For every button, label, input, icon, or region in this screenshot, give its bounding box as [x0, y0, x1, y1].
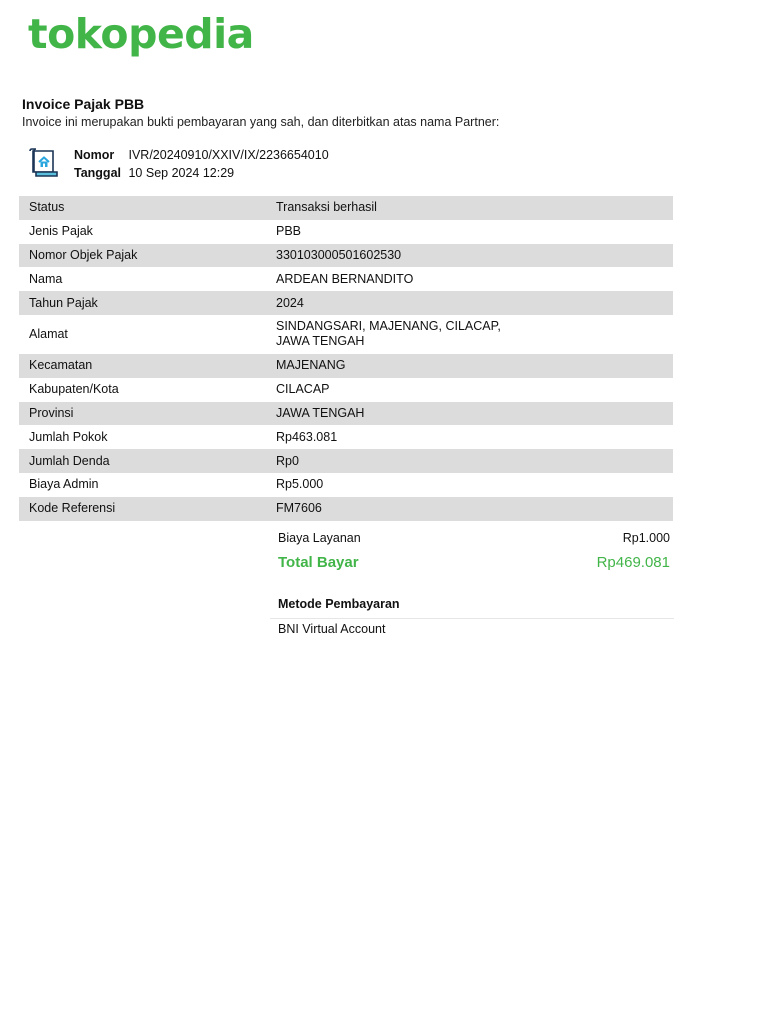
table-row	[19, 473, 673, 497]
payment-method-value: BNI Virtual Account	[278, 622, 386, 636]
row-label: Nama	[29, 271, 63, 286]
invoice-meta	[74, 146, 329, 182]
tanggal-label: Tanggal	[74, 166, 121, 180]
table-row	[19, 497, 673, 521]
row-label: Alamat	[29, 326, 68, 341]
payment-summary	[278, 528, 670, 571]
row-value: ARDEAN BERNANDITO	[276, 271, 414, 286]
tokopedia-logo: tokopedia	[28, 10, 254, 58]
row-label: Provinsi	[19, 402, 266, 426]
invoice-title: Invoice Pajak PBB	[22, 96, 145, 112]
row-label: Kode Referensi	[19, 497, 266, 521]
row-label: Tahun Pajak	[19, 291, 266, 315]
row-label: Nomor Objek Pajak	[19, 244, 266, 268]
service-fee-row	[278, 528, 670, 547]
row-label: Kecamatan	[19, 354, 266, 378]
row-value: Rp463.081	[276, 429, 338, 444]
row-value: FM7606	[266, 497, 673, 521]
table-row	[19, 267, 673, 291]
table-row	[19, 291, 673, 315]
table-row	[19, 354, 673, 378]
row-value: Transaksi berhasil	[266, 196, 673, 220]
invoice-details-table	[19, 196, 673, 521]
table-row	[19, 449, 673, 473]
table-row	[19, 378, 673, 402]
total-row	[278, 554, 670, 571]
service-fee-label: Biaya Layanan	[278, 530, 361, 545]
total-value: Rp469.081	[596, 554, 670, 571]
row-value: Rp0	[266, 449, 673, 473]
house-document-icon	[28, 148, 60, 178]
table-row	[19, 220, 673, 244]
row-value: 2024	[266, 291, 673, 315]
address-line-1: SINDANGSARI, MAJENANG, CILACAP,	[276, 319, 501, 334]
table-row	[19, 402, 673, 426]
table-row	[19, 425, 673, 449]
row-value: PBB	[276, 224, 302, 239]
row-value: MAJENANG	[266, 354, 673, 378]
nomor-line	[74, 146, 329, 164]
nomor-value: IVR/20240910/XXIV/IX/2236654010	[128, 148, 329, 162]
row-label: Jenis Pajak	[29, 224, 93, 239]
row-value: CILACAP	[276, 382, 330, 397]
row-value	[266, 315, 673, 354]
row-label: Jumlah Pokok	[29, 429, 108, 444]
payment-method-heading: Metode Pembayaran	[278, 597, 400, 611]
row-label: Kabupaten/Kota	[29, 382, 119, 397]
tanggal-value: 10 Sep 2024 12:29	[128, 166, 235, 180]
row-label: Status	[19, 196, 266, 220]
tanggal-line	[74, 164, 329, 182]
row-label: Biaya Admin	[29, 477, 99, 492]
total-label: Total Bayar	[278, 554, 359, 571]
row-value: 330103000501602530	[266, 244, 673, 268]
table-row	[19, 244, 673, 268]
divider	[270, 618, 674, 619]
service-fee-value: Rp1.000	[622, 530, 670, 545]
row-value: Rp5.000	[276, 477, 324, 492]
nomor-label: Nomor	[74, 148, 115, 162]
row-value: JAWA TENGAH	[266, 402, 673, 426]
address-line-2: JAWA TENGAH	[276, 334, 365, 349]
table-row	[19, 196, 673, 220]
row-label: Jumlah Denda	[19, 449, 266, 473]
table-row	[19, 315, 673, 354]
invoice-subtitle: Invoice ini merupakan bukti pembayaran yang sah, dan diterbitkan atas nama Partner:	[22, 115, 500, 129]
